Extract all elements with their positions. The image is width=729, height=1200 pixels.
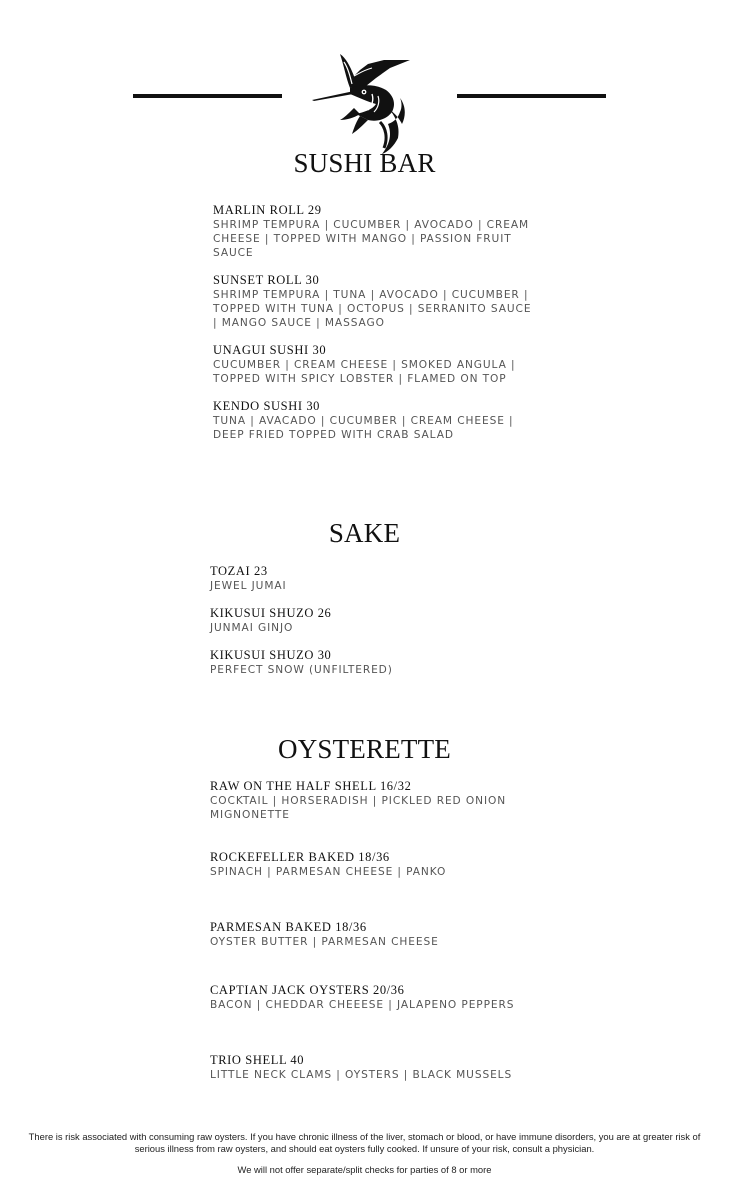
- menu-item-description: TUNA | AVACADO | CUCUMBER | CREAM CHEESE | DEEP FRIED TOPPED WITH CRAB SALAD: [213, 415, 514, 442]
- menu-item: [210, 920, 530, 949]
- menu-item-name: ROCKEFELLER BAKED 18/36: [210, 850, 390, 864]
- menu-item-name: TRIO SHELL 40: [210, 1053, 305, 1067]
- menu-item-description: COCKTAIL | HORSERADISH | PICKLED RED ONION MIGNONETTE: [210, 795, 507, 822]
- menu-item-name: RAW ON THE HALF SHELL 16/32: [210, 779, 412, 793]
- menu-item-name: SUNSET ROLL 30: [213, 273, 320, 287]
- menu-item-name: KENDO SUSHI 30: [213, 399, 321, 413]
- split-checks-note: We will not offer separate/split checks for parties of 8 or more: [237, 1164, 492, 1175]
- header-rule-left: [133, 94, 282, 98]
- menu-item: [210, 850, 530, 879]
- menu-item-description: JEWEL JUMAI: [210, 580, 287, 592]
- menu-item-name: KIKUSUI SHUZO 30: [210, 648, 332, 662]
- menu-item: [210, 983, 530, 1012]
- menu-item: [213, 399, 533, 442]
- menu-item-description: SPINACH | PARMESAN CHEESE | PANKO: [210, 866, 447, 878]
- menu-item: [210, 648, 530, 677]
- menu-item-description: CUCUMBER | CREAM CHEESE | SMOKED ANGULA | TOPPED WITH SPICY LOBSTER | FLAMED ON TOP: [213, 359, 516, 386]
- menu-item: [210, 564, 530, 593]
- section-title-sushi-bar: SUSHI BAR: [293, 148, 436, 178]
- menu-item-name: UNAGUI SUSHI 30: [213, 343, 327, 357]
- menu-item: [210, 1053, 530, 1082]
- marlin-icon: [310, 48, 414, 156]
- menu-item-name: KIKUSUI SHUZO 26: [210, 606, 332, 620]
- section-title-sake: SAKE: [328, 518, 401, 548]
- menu-item: [213, 273, 533, 331]
- menu-item-description: SHRIMP TEMPURA | TUNA | AVOCADO | CUCUMBER | TOPPED WITH TUNA | OCTOPUS | SERRANITO SAUCE | MANGO SAUCE | MASSAGO: [213, 289, 532, 330]
- header-rule-right: [457, 94, 606, 98]
- menu-item-description: PERFECT SNOW (UNFILTERED): [210, 664, 393, 676]
- menu-item-description: LITTLE NECK CLAMS | OYSTERS | BLACK MUSSELS: [210, 1069, 513, 1081]
- menu-item: [210, 779, 530, 822]
- menu-item-description: SHRIMP TEMPURA | CUCUMBER | AVOCADO | CREAM CHEESE | TOPPED WITH MANGO | PASSION FRUIT SAUCE: [213, 219, 530, 260]
- menu-item: [210, 606, 530, 635]
- menu-item-description: JUNMAI GINJO: [210, 622, 294, 634]
- menu-item-name: CAPTIAN JACK OYSTERS 20/36: [210, 983, 405, 997]
- menu-item: [213, 343, 533, 386]
- menu-item-description: OYSTER BUTTER | PARMESAN CHEESE: [210, 936, 439, 948]
- menu-item-name: TOZAI 23: [210, 564, 268, 578]
- menu-item-name: PARMESAN BAKED 18/36: [210, 920, 367, 934]
- menu-item-name: MARLIN ROLL 29: [213, 203, 322, 217]
- raw-oyster-disclaimer: There is risk associated with consuming raw oysters. If you have chronic illness of the liver, stomach or blood, or have immune disorders, you are at greater risk of serious illness from raw oysters, and should eat oysters fully cooked. If unsure of your risk, consult a physician.: [28, 1131, 701, 1154]
- menu-item-description: BACON | CHEDDAR CHEEESE | JALAPENO PEPPERS: [210, 999, 515, 1011]
- section-title-oysterette: OYSTERETTE: [278, 734, 451, 764]
- menu-item: [213, 203, 533, 261]
